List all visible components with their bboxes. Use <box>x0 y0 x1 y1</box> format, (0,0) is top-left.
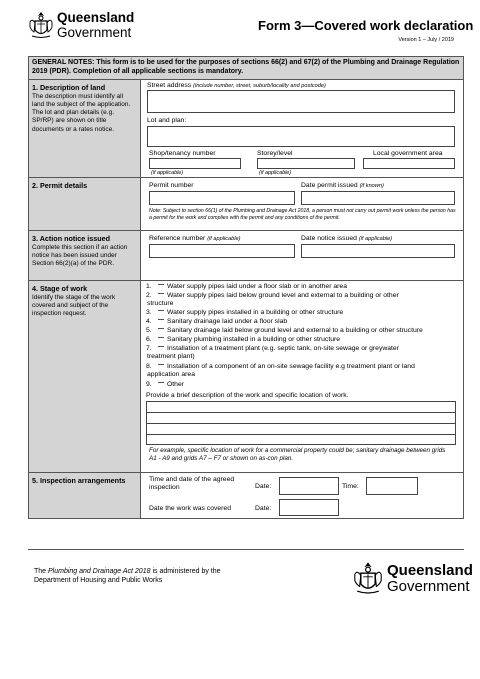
covered-date-label: Date: <box>255 505 272 512</box>
permit-note: Note: Subject to section 66(1) of the Plumbing and Drainage Act 2018, a person must not carry out permit work unless the person has a permit for the work and complies with the permit and any conditions of the permit. <box>149 208 456 221</box>
storey-if-applicable: (if applicable) <box>259 170 292 176</box>
reference-number-label: Reference number (if applicable) <box>149 235 241 242</box>
section-3-description: Complete this section if an action notice has been issued under Section 66(2)(a) of the PDR. <box>32 244 128 268</box>
date-notice-issued-field[interactable] <box>301 244 455 258</box>
date-notice-issued-label: Date notice issued (if applicable) <box>301 235 393 242</box>
checkbox-1[interactable] <box>158 284 164 288</box>
general-notes: GENERAL NOTES: This form is to be used for the purposes of sections 66(2) and 67(2) of the Plumbing and Drainage Regulation 2019 (PDR). Completion of all applicable sections is mandatory. <box>29 57 463 80</box>
stage-item-9: 9. Other <box>146 381 184 388</box>
inspection-time-label: Time: <box>342 483 359 490</box>
date-permit-issued-label: Date permit issued (if known) <box>301 182 384 189</box>
section-description-of-land <box>29 80 463 178</box>
reference-number-field[interactable] <box>149 244 295 258</box>
footer-divider <box>28 549 464 550</box>
section-3-heading: 3. Action notice issued <box>32 234 111 243</box>
permit-number-label: Permit number <box>149 182 194 189</box>
act-title: Plumbing and Drainage Act 2018 <box>48 568 151 575</box>
logo-word-government: Government <box>57 24 132 40</box>
section-1-description: The description must identify all land the subject of the application. The lot and plan details (e.g. SP/RP) are shown on title documents or a rates notice. <box>32 93 131 133</box>
qld-government-logo-footer <box>352 560 473 596</box>
date-permit-issued-field[interactable] <box>301 191 455 205</box>
section-2-heading: 2. Permit details <box>32 181 88 190</box>
stage-item-5: 5. Sanitary drainage laid below ground level and external to a building or other structure <box>146 327 423 334</box>
agreed-inspection-label: Time and date of the agreed inspection <box>149 476 235 492</box>
inspection-time-field[interactable] <box>366 477 418 495</box>
checkbox-7[interactable] <box>158 346 164 350</box>
footer-logo-word-government: Government <box>387 577 470 595</box>
checkbox-2[interactable] <box>158 293 164 297</box>
checkbox-6[interactable] <box>158 337 164 341</box>
stage-item-4: 4. Sanitary drainage laid under a floor slab <box>146 318 288 325</box>
checkbox-4[interactable] <box>158 319 164 323</box>
brief-description-field[interactable] <box>146 401 456 445</box>
storey-level-field[interactable] <box>257 158 355 169</box>
street-address-field[interactable] <box>147 90 455 113</box>
work-covered-label: Date the work was covered <box>149 505 231 512</box>
lot-plan-field[interactable] <box>147 126 455 147</box>
stage-item-2: 2. Water supply pipes laid below ground level and external to a building or other structure <box>146 292 399 308</box>
stage-item-8: 8. Installation of a component of an on-site sewage facility e.g treatment plant or land application area <box>146 363 415 379</box>
qld-government-logo-header <box>28 10 134 40</box>
section-4-heading: 4. Stage of work <box>32 284 88 293</box>
lga-label: Local government area <box>373 150 443 157</box>
covered-date-field[interactable] <box>279 499 339 516</box>
storey-level-label: Storey/level <box>257 150 293 157</box>
version-text: Version 1 – July / 2019 <box>398 37 454 43</box>
stage-item-3: 3. Water supply pipes installed in a building or other structure <box>146 309 344 316</box>
shop-tenancy-field[interactable] <box>149 158 241 169</box>
checkbox-9[interactable] <box>158 382 164 386</box>
section-action-notice <box>29 231 463 281</box>
stage-item-6: 6. Sanitary plumbing installed in a building or other structure <box>146 336 341 343</box>
footer-text: The Plumbing and Drainage Act 2018 is administered by the Department of Housing and Public Works <box>34 568 221 585</box>
checkbox-5[interactable] <box>158 328 164 332</box>
example-note: For example, specific location of work for a commercial property could be; sanitary drainage between grids A1 - A9 and grids A7 – F7 or shown on as-con plan. <box>149 447 446 463</box>
section-4-description: Identify the stage of the work covered and subject of the inspection request. <box>32 294 116 318</box>
street-address-label: Street address (include number, street, suburb/locality and postcode) <box>147 82 326 89</box>
lot-plan-label: Lot and plan: <box>147 117 187 124</box>
section-inspection-arrangements <box>29 473 463 518</box>
checkbox-3[interactable] <box>158 310 164 314</box>
lga-field[interactable] <box>363 158 455 169</box>
brief-description-label: Provide a brief description of the work and specific location of work. <box>146 392 349 399</box>
checkbox-8[interactable] <box>158 364 164 368</box>
coat-of-arms-icon <box>28 10 54 40</box>
section-permit-details <box>29 178 463 231</box>
footer-logo-word-queensland: Queensland <box>387 561 473 579</box>
section-1-heading: 1. Description of land <box>32 83 106 92</box>
coat-of-arms-icon <box>352 560 384 596</box>
inspection-date-field[interactable] <box>279 477 339 495</box>
form-table <box>28 56 464 519</box>
shop-tenancy-label: Shop/tenancy number <box>149 150 216 157</box>
section-5-heading: 5. Inspection arrangements <box>32 476 126 485</box>
stage-item-7: 7. Installation of a treatment plant (e.g. septic tank, on-site sewage or greywater treatment plant) <box>146 345 399 361</box>
section-stage-of-work <box>29 281 463 473</box>
shop-if-applicable: (if applicable) <box>151 170 184 176</box>
stage-item-1: 1. Water supply pipes laid under a floor slab or in another area <box>146 283 347 290</box>
logo-word-queensland: Queensland <box>57 10 135 25</box>
inspection-date-label: Date: <box>255 483 272 490</box>
permit-number-field[interactable] <box>149 191 295 205</box>
form-title: Form 3—Covered work declaration <box>258 18 474 33</box>
